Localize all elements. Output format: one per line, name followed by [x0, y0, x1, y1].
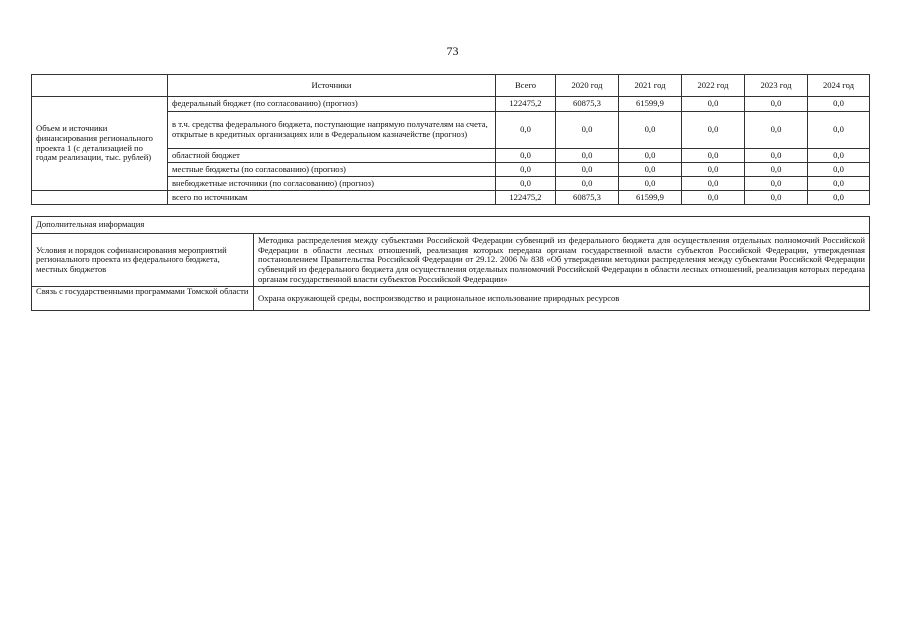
value-cell: 60875,3: [556, 97, 619, 112]
value-cell: 0,0: [619, 112, 682, 149]
value-cell: 0,0: [556, 163, 619, 177]
value-cell: 0,0: [808, 191, 870, 205]
source-cell: всего по источникам: [168, 191, 496, 205]
financing-row-label: Объем и источники финансирования регионального проекта 1 (с детализацией по годам реализации, тыс. рублей): [32, 97, 168, 191]
header-sources: Источники: [168, 75, 496, 97]
value-cell: 122475,2: [496, 191, 556, 205]
additional-info-table: [31, 216, 870, 311]
additional-info-heading-row: [32, 217, 870, 234]
value-cell: 0,0: [496, 112, 556, 149]
value-cell: 0,0: [745, 97, 808, 112]
programs-text: Охрана окружающей среды, воспроизводство и рациональное использование природных ресурсов: [254, 287, 870, 311]
value-cell: 0,0: [745, 191, 808, 205]
table-row: [32, 97, 870, 112]
cofinancing-label: Условия и порядок софинансирования мероприятий регионального проекта из федерального бюджета, местных бюджетов: [32, 234, 254, 287]
value-cell: 122475,2: [496, 97, 556, 112]
cofinancing-text: Методика распределения между субъектами Российской Федерации субвенций из федерального бюджета для осуществления отдельных полномочий Российской Федерации в области лесных отношений, реализация которых передана органам государственной власти субъектов Российской Федерации, утвержденная постановлением Правительства Российской Федерации от 29.12. 2006 № 838 «Об утверждении методики распределения между субъектами Российской Федерации субвенций из федерального бюджета для осуществления отдельных полномочий Российской Федерации в области лесных отношений, реализация которых передана органам государственной власти субъектов Российской Федерации»: [254, 234, 870, 287]
value-cell: 0,0: [808, 149, 870, 163]
value-cell: 0,0: [556, 177, 619, 191]
value-cell: 0,0: [556, 112, 619, 149]
value-cell: 0,0: [496, 163, 556, 177]
header-2020: 2020 год: [556, 75, 619, 97]
value-cell: 0,0: [682, 191, 745, 205]
value-cell: 0,0: [745, 163, 808, 177]
header-2023: 2023 год: [745, 75, 808, 97]
header-total: Всего: [496, 75, 556, 97]
programs-row: [32, 287, 870, 311]
header-corner-cell: [32, 75, 168, 97]
value-cell: 0,0: [682, 149, 745, 163]
table-row-total: [32, 191, 870, 205]
value-cell: 0,0: [808, 112, 870, 149]
value-cell: 0,0: [682, 112, 745, 149]
value-cell: 0,0: [808, 163, 870, 177]
source-cell: местные бюджеты (по согласованию) (прогноз): [168, 163, 496, 177]
value-cell: 0,0: [808, 97, 870, 112]
financing-table: [31, 74, 870, 205]
cofinancing-row: [32, 234, 870, 287]
value-cell: 0,0: [619, 149, 682, 163]
value-cell: 61599,9: [619, 191, 682, 205]
value-cell: 0,0: [682, 177, 745, 191]
programs-label: Связь с государственными программами Томской области: [32, 287, 254, 311]
source-cell: внебюджетные источники (по согласованию) (прогноз): [168, 177, 496, 191]
source-cell: областной бюджет: [168, 149, 496, 163]
value-cell: 0,0: [619, 177, 682, 191]
table-header-row: [32, 75, 870, 97]
value-cell: 60875,3: [556, 191, 619, 205]
header-2022: 2022 год: [682, 75, 745, 97]
value-cell: 0,0: [745, 177, 808, 191]
page-number: 73: [446, 44, 459, 58]
value-cell: 0,0: [682, 97, 745, 112]
value-cell: 0,0: [745, 149, 808, 163]
value-cell: 0,0: [556, 149, 619, 163]
value-cell: 0,0: [682, 163, 745, 177]
value-cell: 0,0: [619, 163, 682, 177]
source-cell: в т.ч. средства федерального бюджета, поступающие напрямую получателям на счета, открытые в кредитных организациях или в Федеральном казначействе (прогноз): [168, 112, 496, 149]
value-cell: 0,0: [745, 112, 808, 149]
blank-cell: [32, 191, 168, 205]
additional-info-heading: Дополнительная информация: [32, 217, 870, 234]
value-cell: 0,0: [496, 149, 556, 163]
source-cell: федеральный бюджет (по согласованию) (прогноз): [168, 97, 496, 112]
value-cell: 61599,9: [619, 97, 682, 112]
header-2024: 2024 год: [808, 75, 870, 97]
header-2021: 2021 год: [619, 75, 682, 97]
value-cell: 0,0: [496, 177, 556, 191]
value-cell: 0,0: [808, 177, 870, 191]
